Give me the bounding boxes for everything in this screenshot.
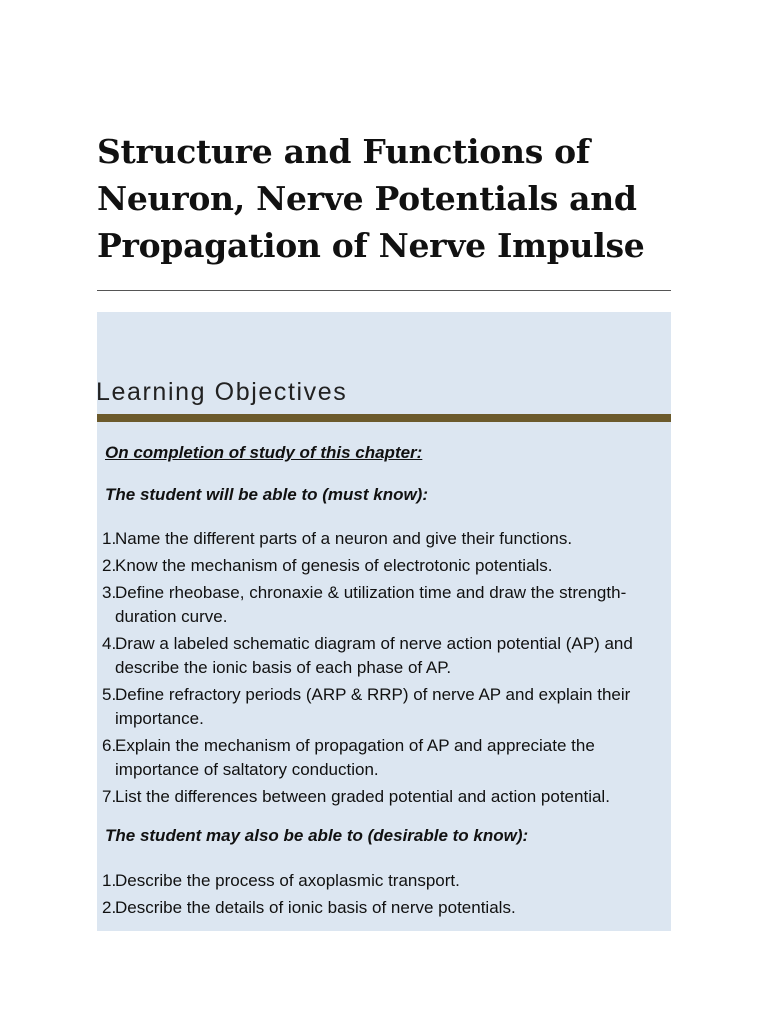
desirable-heading: The student may also be able to (desirable to know):	[105, 826, 529, 845]
section-heading: Learning Objectives	[96, 378, 348, 406]
list-item	[102, 554, 682, 578]
page-title: Structure and Functions of Neuron, Nerve Potentials and Propagation of Nerve Impulse	[97, 132, 645, 265]
title-divider	[97, 290, 671, 291]
item-text: Name the different parts of a neuron and give their functions.	[115, 529, 573, 548]
item-number: 6.	[102, 736, 117, 755]
item-number: 2.	[102, 556, 117, 575]
list-item	[102, 734, 682, 782]
list-item	[102, 632, 682, 680]
item-text: Define refractory periods (ARP & RRP) of nerve AP and explain their importance.	[115, 685, 631, 728]
item-number: 7.	[102, 787, 117, 806]
section-heading-bar	[97, 414, 671, 422]
item-text: Define rheobase, chronaxie & utilization time and draw the strength-duration curve.	[115, 583, 627, 626]
list-item	[102, 527, 682, 551]
list-item	[102, 683, 682, 731]
must-know-heading: The student will be able to (must know):	[105, 485, 429, 504]
item-number: 1.	[102, 871, 117, 890]
item-number: 5.	[102, 685, 117, 704]
list-item	[102, 581, 682, 629]
intro-text: On completion of study of this chapter:	[105, 443, 423, 462]
must-know-list	[102, 527, 682, 812]
desirable-list	[102, 869, 662, 923]
item-text: Know the mechanism of genesis of electrotonic potentials.	[115, 556, 553, 575]
item-text: Describe the details of ionic basis of nerve potentials.	[115, 898, 516, 917]
list-item	[102, 869, 662, 893]
item-number: 4.	[102, 634, 117, 653]
item-text: Describe the process of axoplasmic transport.	[115, 871, 460, 890]
list-item	[102, 785, 682, 809]
item-number: 2.	[102, 898, 117, 917]
item-number: 3.	[102, 583, 117, 602]
item-number: 1.	[102, 529, 117, 548]
item-text: List the differences between graded potential and action potential.	[115, 787, 610, 806]
item-text: Draw a labeled schematic diagram of nerve action potential (AP) and describe the ionic basis of each phase of AP.	[115, 634, 633, 677]
item-text: Explain the mechanism of propagation of AP and appreciate the importance of saltatory conduction.	[115, 736, 595, 779]
list-item	[102, 896, 662, 920]
